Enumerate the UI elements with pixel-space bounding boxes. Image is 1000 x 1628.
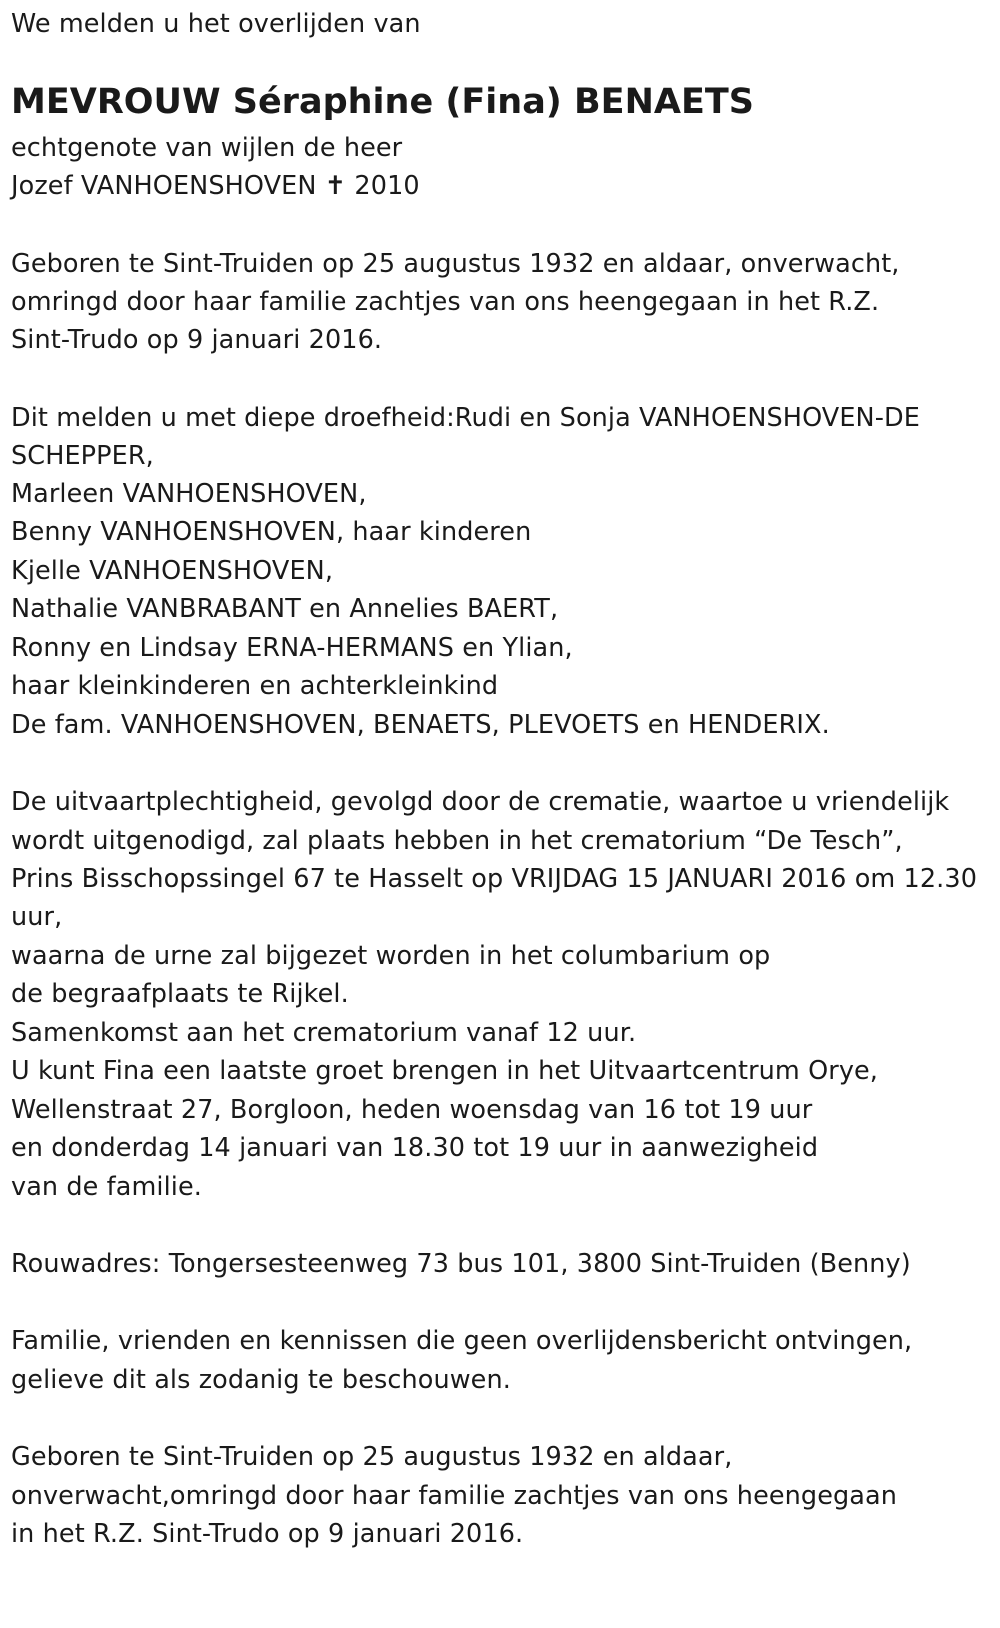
mourning-address: Rouwadres: Tongersesteenweg 73 bus 101, 3800 Sint-Truiden (Benny) — [11, 1249, 911, 1279]
paragraph-line: en donderdag 14 januari van 18.30 tot 19 uur in aanwezigheid — [11, 1133, 819, 1163]
paragraph-line: Familie, vrienden en kennissen die geen overlijdensbericht ontvingen, — [11, 1326, 913, 1356]
paragraph-line: De uitvaartplechtigheid, gevolgd door de crematie, waartoe u vriendelijk — [11, 787, 950, 817]
paragraph-line: gelieve dit als zodanig te beschouwen. — [11, 1365, 511, 1395]
mourner-line: Dit melden u met diepe droefheid:Rudi en Sonja VANHOENSHOVEN-DE — [11, 403, 920, 433]
paragraph-line: Sint-Trudo op 9 januari 2016. — [11, 325, 383, 355]
mourner-line: Nathalie VANBRABANT en Annelies BAERT, — [11, 594, 559, 624]
paragraph-line: Geboren te Sint-Truiden op 25 augustus 1932 en aldaar, — [11, 1442, 733, 1472]
deceased-name: MEVROUW Séraphine (Fina) BENAETS — [11, 82, 754, 122]
paragraph-line: van de familie. — [11, 1172, 202, 1202]
paragraph-line: U kunt Fina een laatste groet brengen in het Uitvaartcentrum Orye, — [11, 1056, 879, 1086]
paragraph-line: Prins Bisschopssingel 67 te Hasselt op VRIJDAG 15 JANUARI 2016 om 12.30 — [11, 864, 978, 894]
mourner-line: Kjelle VANHOENSHOVEN, — [11, 556, 334, 586]
paragraph-line: omringd door haar familie zachtjes van ons heengegaan in het R.Z. — [11, 287, 880, 317]
spouse-name: Jozef VANHOENSHOVEN ✝ 2010 — [11, 171, 420, 201]
paragraph-line: de begraafplaats te Rijkel. — [11, 979, 349, 1009]
mourner-line: Ronny en Lindsay ERNA-HERMANS en Ylian, — [11, 633, 573, 663]
mourner-line: Marleen VANHOENSHOVEN, — [11, 479, 367, 509]
mourner-line: SCHEPPER, — [11, 441, 154, 471]
mourner-line: De fam. VANHOENSHOVEN, BENAETS, PLEVOETS en HENDERIX. — [11, 710, 830, 740]
mourner-line: Benny VANHOENSHOVEN, haar kinderen — [11, 517, 532, 547]
paragraph-line: Geboren te Sint-Truiden op 25 augustus 1932 en aldaar, onverwacht, — [11, 249, 900, 279]
mourner-line: haar kleinkinderen en achterkleinkind — [11, 671, 499, 701]
paragraph-line: Wellenstraat 27, Borgloon, heden woensdag van 16 tot 19 uur — [11, 1095, 813, 1125]
paragraph-line: waarna de urne zal bijgezet worden in het columbarium op — [11, 941, 771, 971]
intro-text: We melden u het overlijden van — [11, 9, 421, 39]
spouse-line: echtgenote van wijlen de heer — [11, 133, 403, 163]
paragraph-line: onverwacht,omringd door haar familie zachtjes van ons heengegaan — [11, 1481, 897, 1511]
paragraph-line: in het R.Z. Sint-Trudo op 9 januari 2016. — [11, 1519, 524, 1549]
paragraph-line: wordt uitgenodigd, zal plaats hebben in het crematorium “De Tesch”, — [11, 826, 903, 856]
paragraph-line: uur, — [11, 902, 63, 932]
paragraph-line: Samenkomst aan het crematorium vanaf 12 uur. — [11, 1018, 637, 1048]
